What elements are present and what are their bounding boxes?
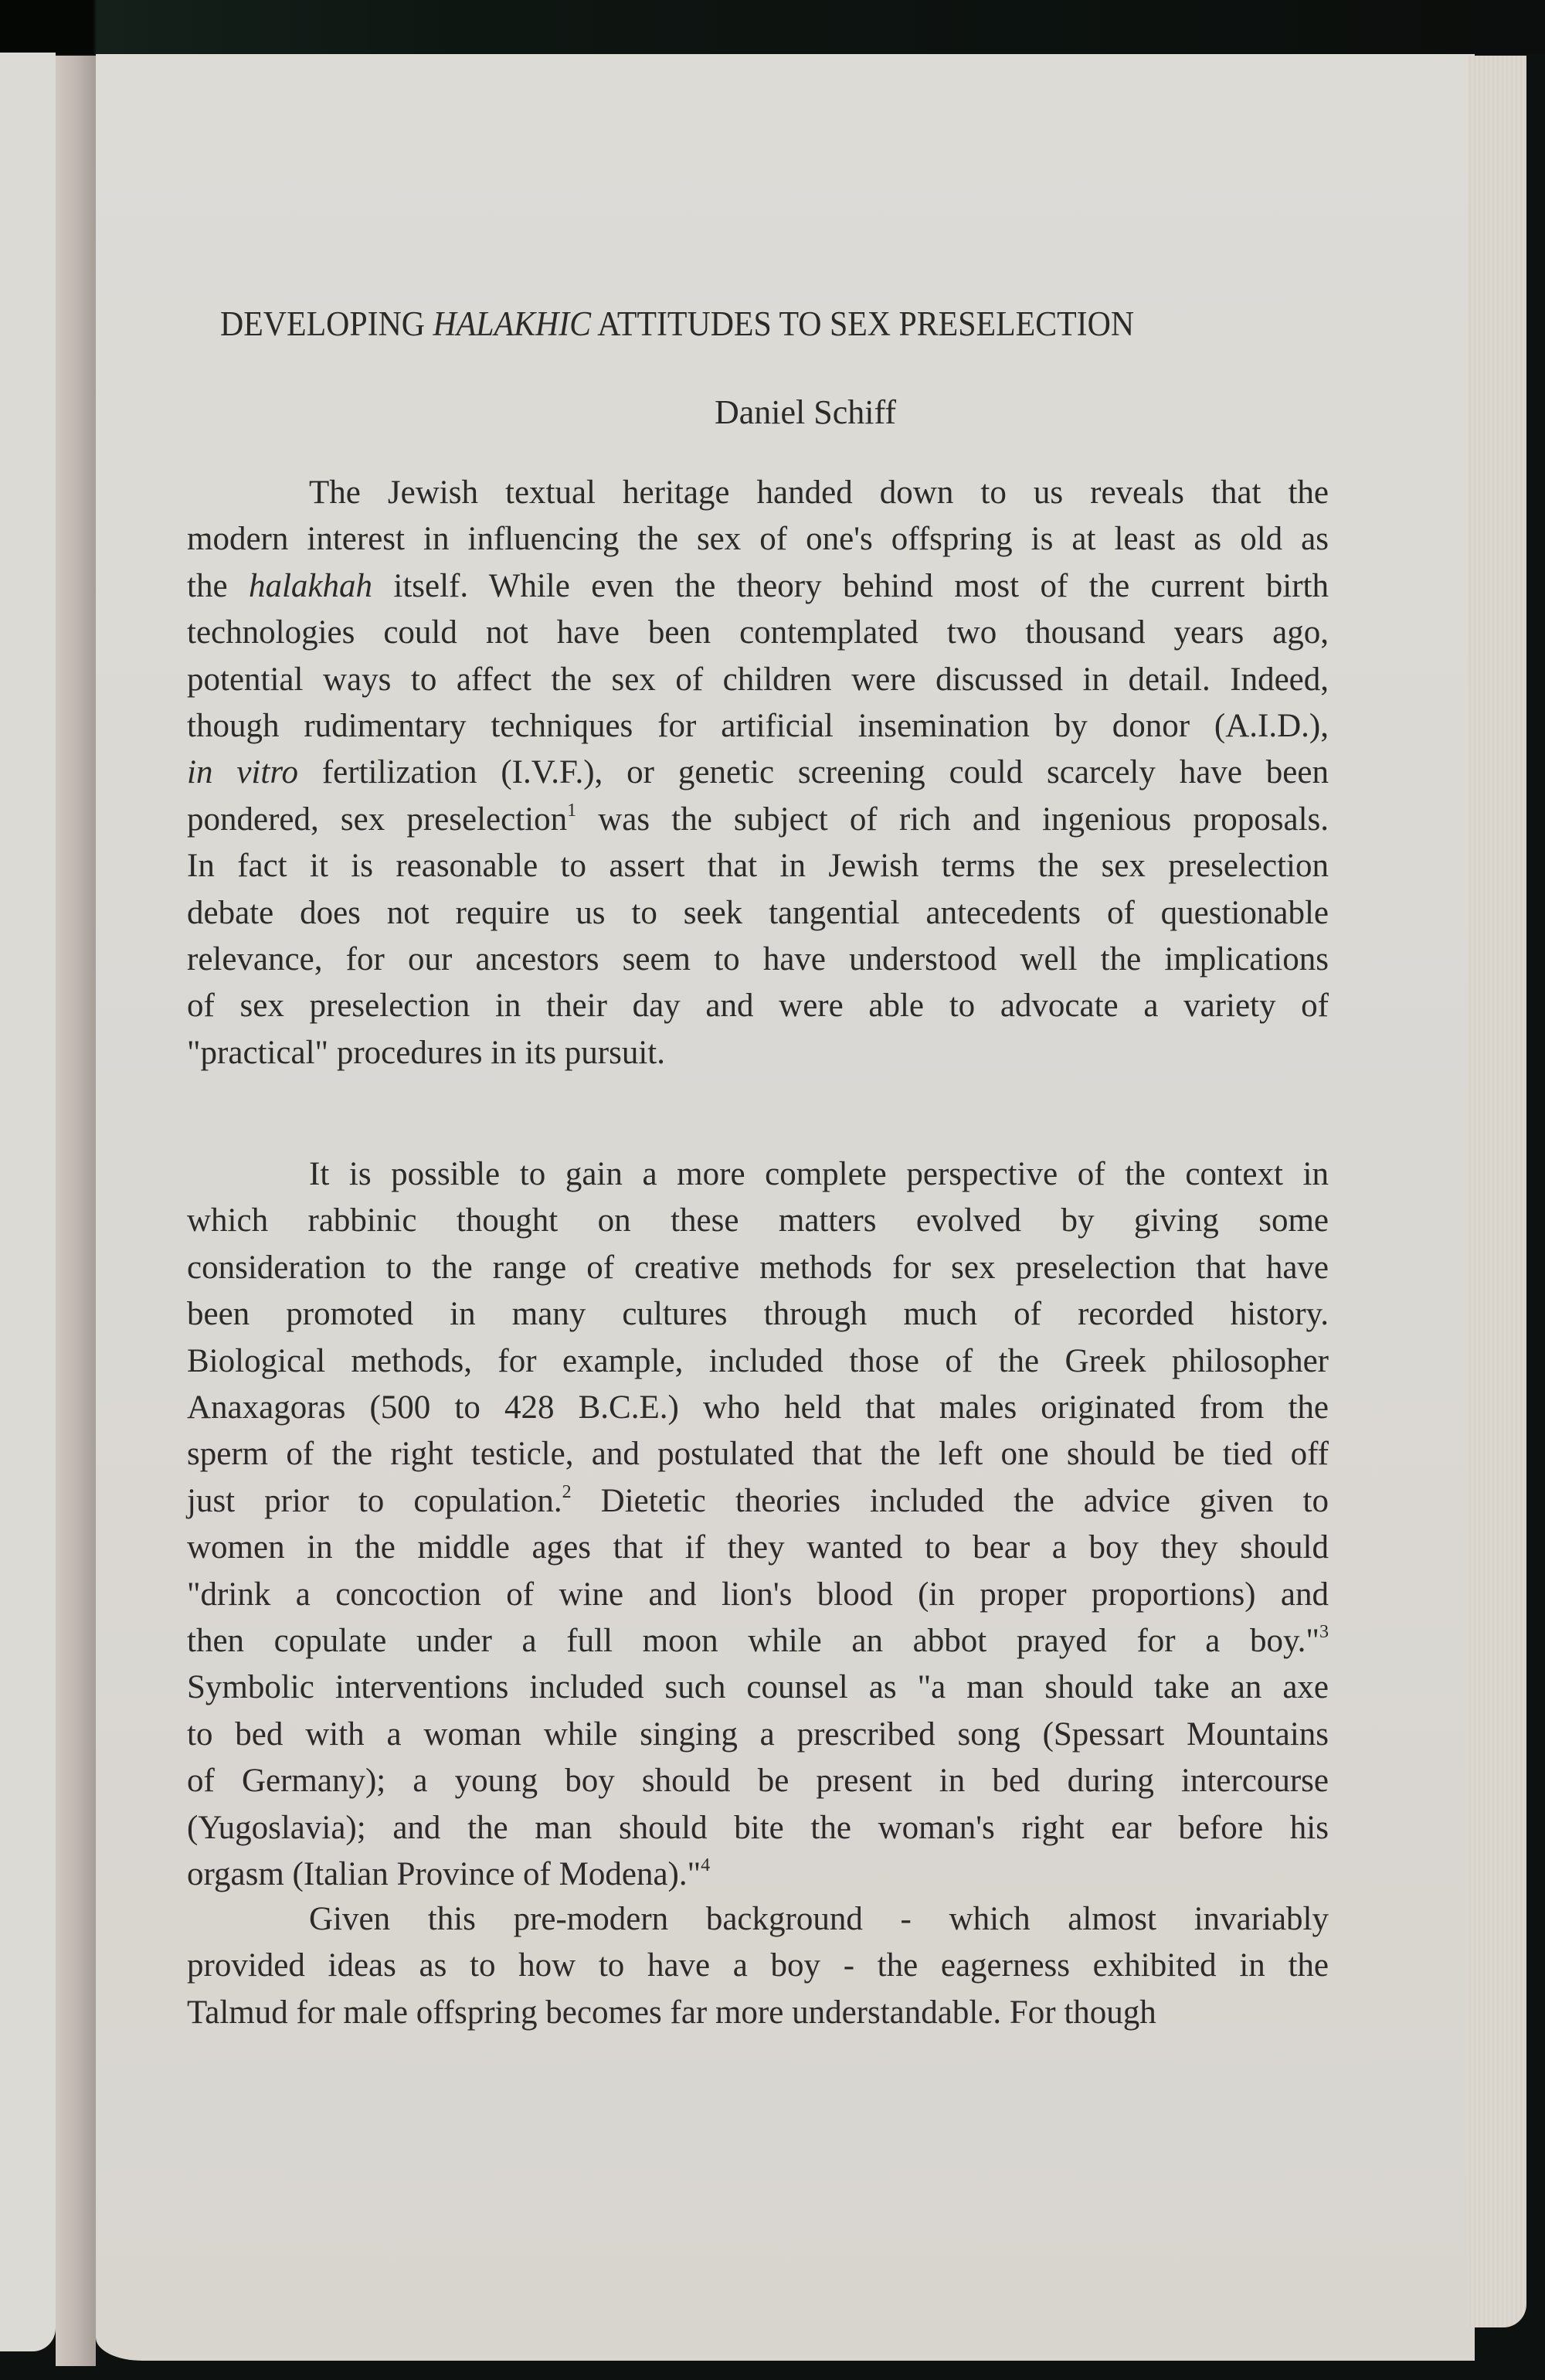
text-line: technologies could not have been contemplated two thousand years ago, xyxy=(187,614,1329,651)
article-title xyxy=(220,304,1269,344)
text-line: sperm of the right testicle, and postulated that the left one should be tied off xyxy=(187,1436,1329,1473)
text-line: relevance, for our ancestors seem to have understood well the implications xyxy=(187,941,1329,978)
text-line: just prior to copulation.$^2$ Dietetic theories included the advice given to xyxy=(187,1481,1329,1519)
title-prefix: DEVELOPING xyxy=(220,304,426,343)
italic-term: in vitro xyxy=(187,754,298,791)
text-line: been promoted in many cultures through much of recorded history. xyxy=(187,1296,1329,1333)
title-suffix: ATTITUDES TO SEX PRESELECTION xyxy=(597,304,1135,343)
text-line: potential ways to affect the sex of children were discussed in detail. Indeed, xyxy=(187,661,1329,698)
text-line: women in the middle ages that if they wanted to bear a boy they should xyxy=(187,1529,1329,1566)
footnote-marker[interactable]: 3 xyxy=(1319,1622,1329,1642)
text-line: "practical" procedures in its pursuit. xyxy=(187,1034,666,1071)
article-author: Daniel Schiff xyxy=(714,393,897,431)
italic-term: halakhah xyxy=(248,567,372,604)
text-line: though rudimentary techniques for artificial insemination by donor (A.I.D.), xyxy=(187,708,1329,744)
text-line: the halakhah itself. While even the theory behind most of the current birth xyxy=(187,567,1329,604)
footnote-marker[interactable]: 4 xyxy=(701,1855,711,1875)
text-line: provided ideas as to how to have a boy - the eagerness exhibited in the xyxy=(187,1947,1329,1984)
text-line: to bed with a woman while singing a prescribed song (Spessart Mountains xyxy=(187,1715,1329,1753)
text-line: then copulate under a full moon while an abbot prayed for a boy."$^3$ xyxy=(187,1622,1329,1659)
text-line: Anaxagoras (500 to 428 B.C.E.) who held that males originated from the xyxy=(187,1389,1329,1426)
text-line: which rabbinic thought on these matters evolved by giving some xyxy=(187,1202,1329,1239)
text-line: The Jewish textual heritage handed down to us reveals that the xyxy=(309,474,1329,511)
text-line: orgasm (Italian Province of Modena)."$^4$ xyxy=(187,1855,711,1892)
footnote-marker[interactable]: 2 xyxy=(562,1481,572,1502)
text-line: Biological methods, for example, included those of the Greek philosopher xyxy=(187,1342,1329,1379)
text-line: Talmud for male offspring becomes far more understandable. For though xyxy=(187,1994,1156,2031)
footnote-marker[interactable]: 1 xyxy=(567,800,577,821)
text-line: modern interest in influencing the sex of one's offspring is at least as old as xyxy=(187,521,1329,558)
text-line: It is possible to gain a more complete perspective of the context in xyxy=(309,1156,1329,1192)
title-italic-term: HALAKHIC xyxy=(433,304,592,343)
text-line: In fact it is reasonable to assert that in Jewish terms the sex preselection xyxy=(187,848,1329,885)
text-line: debate does not require us to seek tangential antecedents of questionable xyxy=(187,894,1329,931)
text-line: Symbolic interventions included such counsel as "a man should take an axe xyxy=(187,1669,1329,1706)
text-line: in vitro fertilization (I.V.F.), or genetic screening could scarcely have been xyxy=(187,754,1329,791)
text-line: Given this pre-modern background - which almost invariably xyxy=(309,1901,1329,1937)
text-line: "drink a concoction of wine and lion's blood (in proper proportions) and xyxy=(187,1576,1329,1613)
text-line: pondered, sex preselection$^1$ was the subject of rich and ingenious proposals. xyxy=(187,800,1329,838)
text-line: consideration to the range of creative methods for sex preselection that have xyxy=(187,1249,1329,1286)
text-line: of sex preselection in their day and were able to advocate a variety of xyxy=(187,988,1329,1025)
text-line: of Germany); a young boy should be present in bed during intercourse xyxy=(187,1763,1329,1800)
scan-background-top xyxy=(0,0,1545,54)
text-line: (Yugoslavia); and the man should bite the woman's right ear before his xyxy=(187,1809,1329,1846)
